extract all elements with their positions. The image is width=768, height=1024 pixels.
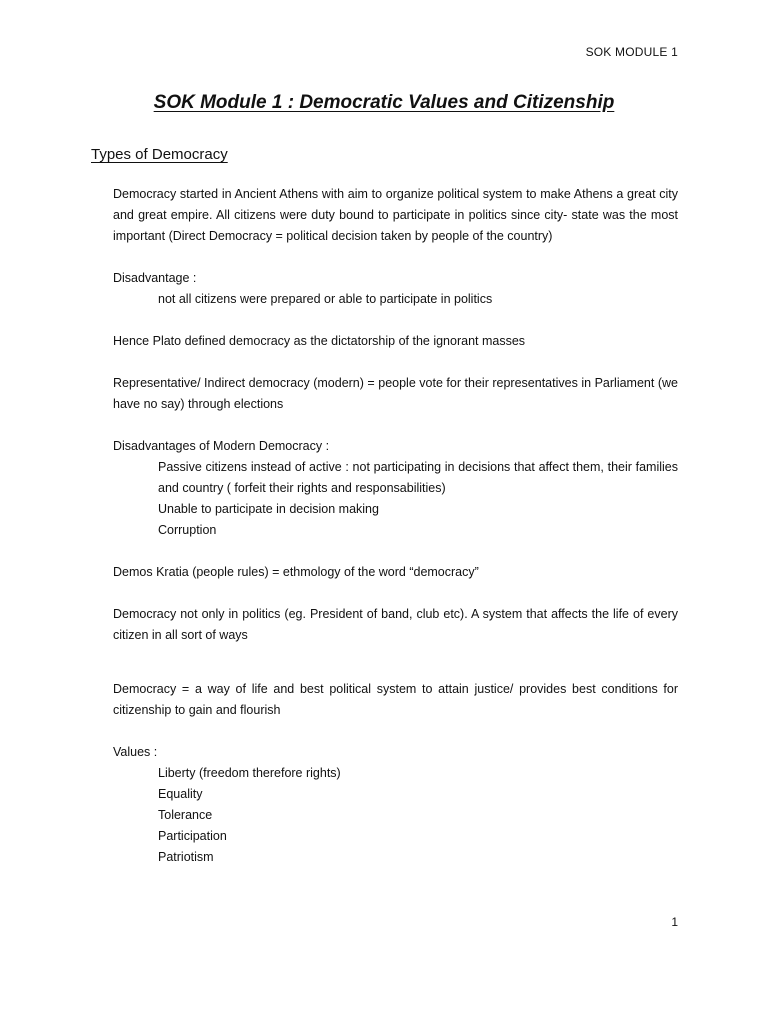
paragraph-plato: Hence Plato defined democracy as the dictatorship of the ignorant masses xyxy=(113,334,526,348)
list-item: Liberty (freedom therefore rights) xyxy=(158,766,341,780)
list-item: Tolerance xyxy=(158,808,213,822)
list-item: Equality xyxy=(158,787,203,801)
list-item: Patriotism xyxy=(158,850,214,864)
list-item: Corruption xyxy=(158,523,217,537)
list-item: Participation xyxy=(158,829,227,843)
paragraph-demos-kratia: Demos Kratia (people rules) = ethmology of the word “democracy” xyxy=(113,565,479,579)
paragraph-not-only-politics: Democracy not only in politics (eg. President of band, club etc). A system that affects the life of every citizen in all sort of ways xyxy=(113,607,678,642)
values-label: Values : xyxy=(113,745,158,759)
page-number: 1 xyxy=(671,915,678,929)
paragraph-representative: Representative/ Indirect democracy (modern) = people vote for their representatives in Parliament (we have no say) through elections xyxy=(113,376,678,411)
list-item: Passive citizens instead of active : not participating in decisions that affect them, their families and country ( forfeit their rights and responsabilities) xyxy=(158,460,678,495)
paragraph-athens: Democracy started in Ancient Athens with aim to organize political system to make Athens a great city and great empire. All citizens were duty bound to participate in politics since city- state was the most important (Direct Democracy = political decision taken by people of the country) xyxy=(113,187,678,243)
disadvantage-item: not all citizens were prepared or able to participate in politics xyxy=(158,292,493,306)
paragraph-way-of-life: Democracy = a way of life and best political system to attain justice/ provides best conditions for citizenship to gain and flourish xyxy=(113,682,678,717)
document-title: SOK Module 1 : Democratic Values and Citizenship xyxy=(153,92,615,113)
list-item: Unable to participate in decision making xyxy=(158,502,379,516)
modern-disadvantages-label: Disadvantages of Modern Democracy : xyxy=(113,439,330,453)
disadvantage-label: Disadvantage : xyxy=(113,271,197,285)
document-body xyxy=(113,184,678,868)
running-header: SOK MODULE 1 xyxy=(585,45,678,59)
section-heading: Types of Democracy xyxy=(91,146,228,163)
